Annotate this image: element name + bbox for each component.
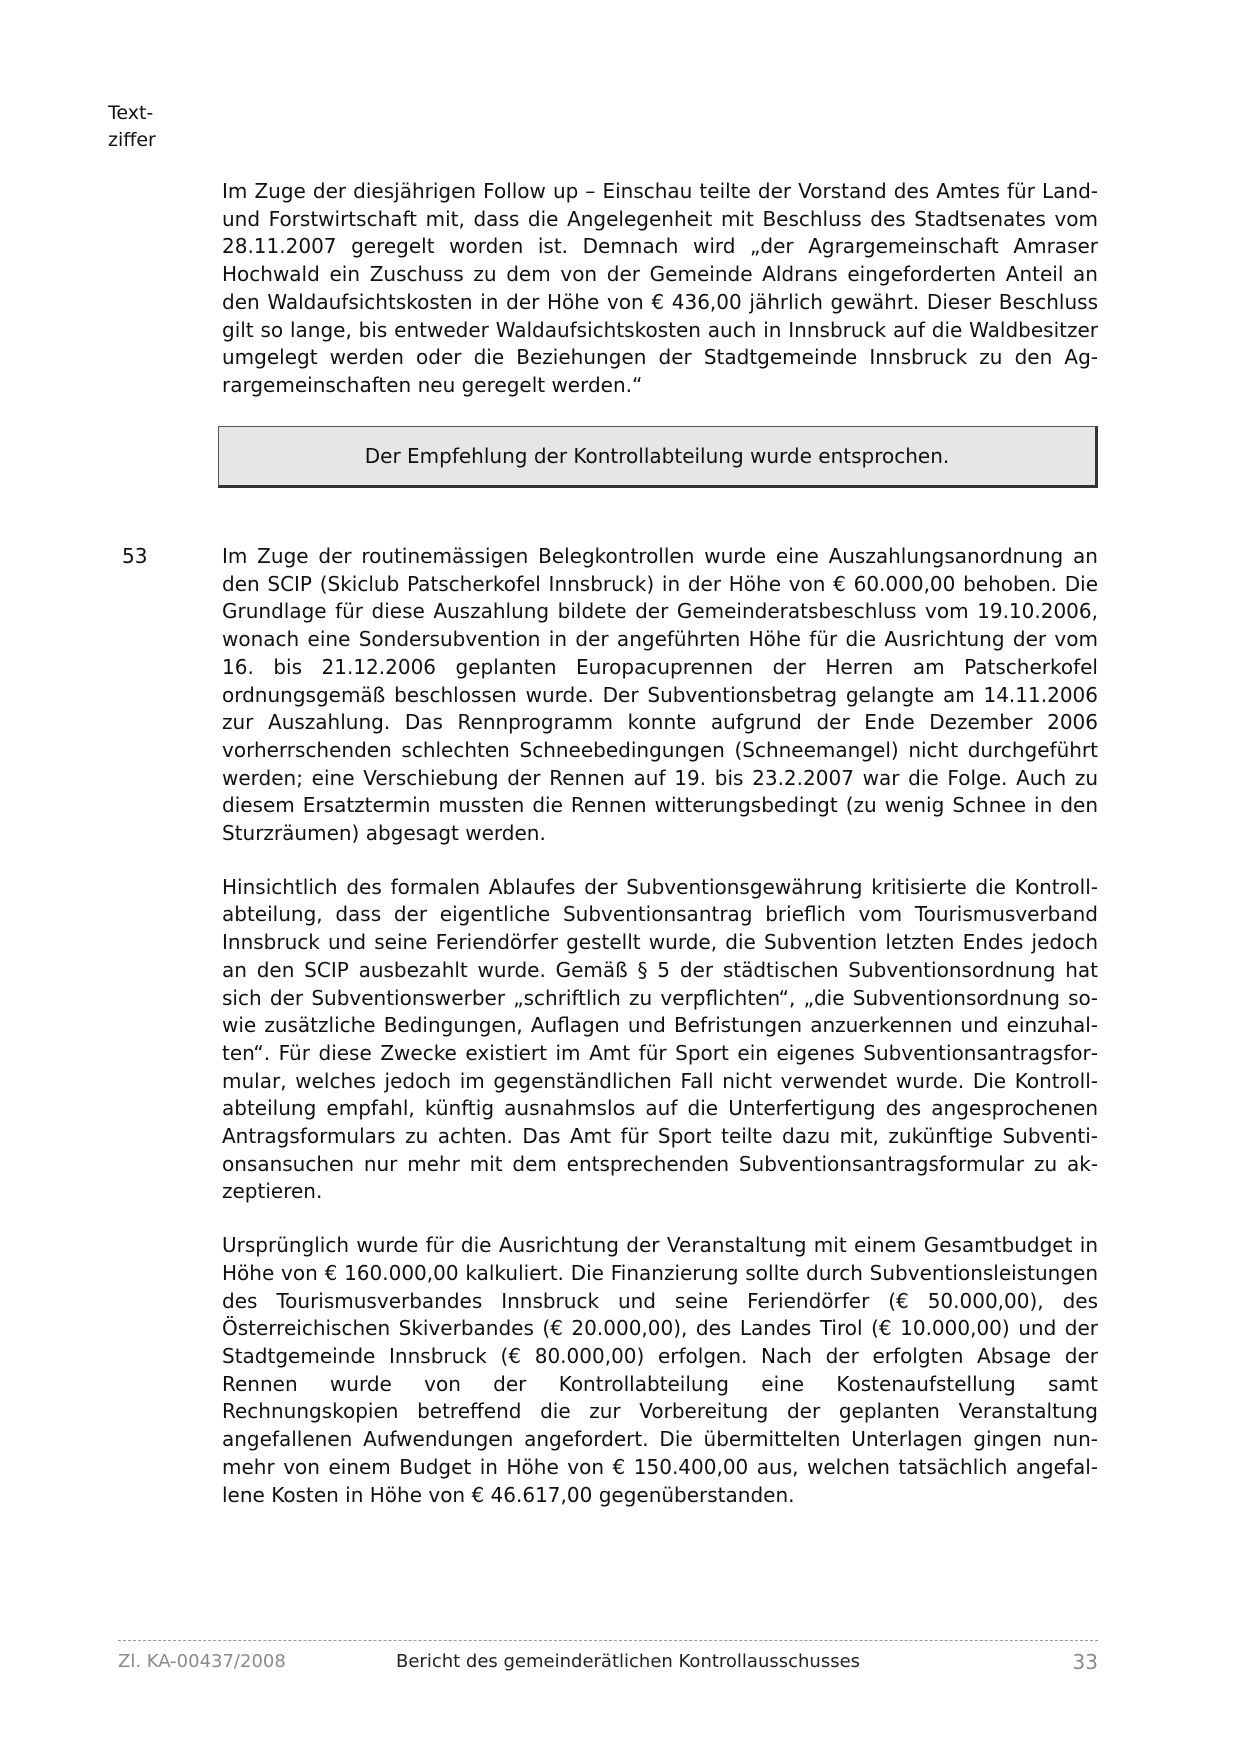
margin-label-line-1: Text- (108, 102, 154, 124)
intro-section (222, 178, 1098, 400)
footer-divider (118, 1640, 1098, 1641)
notice-box (218, 426, 1098, 488)
footer-reference: Zl. KA-00437/2008 (118, 1651, 286, 1672)
margin-label-line-2: ziffer (108, 129, 156, 151)
section-paragraph-3: Ursprünglich wurde für die Ausrichtung der Veranstaltung mit einem Gesamtbudget in Höhe von € 160.000,00 kalkuliert. Die Finanzierung sollte durch Subventionsleistungen des Tourismusverbandes Innsbruck und seine Feriendörfer (€ 50.000,00), des Österreichischen Skiverbandes (€ 20.000,00), des Landes Tirol (€ 10.000,00) und der Stadtgemeinde Innsbruck (€ 80.000,00) erfolgen. Nach der erfolgten Absage der Rennen wurde von der Kontrollabteilung eine Kostenaufstellung samt Rechnungskopien betreffend die zur Vorbereitung der geplanten Veranstaltung angefallenen Aufwendungen angefordert. Die übermittelten Unterlagen gingen nunmehr von einem Budget in Höhe von € 150.400,00 aus, welchen tatsächlich angefallene Kosten in Höhe von € 46.617,00 gegenüberstanden. (222, 1233, 1098, 1507)
section-53-body (222, 543, 1098, 1509)
section-paragraph-2: Hinsichtlich des formalen Ablaufes der Subventionsgewährung kritisierte die Kontrollabteilung, dass der eigentliche Subventionsantrag brieflich vom Tourismusverband Innsbruck und seine Feriendörfer gestellt wurde, die Subvention letzten Endes jedoch an den SCIP ausbezahlt wurde. Gemäß § 5 der städtischen Subventionsordnung hat sich der Subventionswerber „schriftlich zu verpflichten“, „die Subventionsordnung sowie zusätzliche Bedingungen, Auflagen und Befristungen anzuerkennen und einzuhalten“. Für diese Zwecke existiert im Amt für Sport ein eigenes Subventionsantragsformular, welches jedoch im gegenständlichen Fall nicht verwendet wurde. Die Kontrollabteilung empfahl, künftig ausnahmslos auf die Unterfertigung des angesprochenen Antragsformulars zu achten. Das Amt für Sport teilte dazu mit, zukünftige Subventionsansuchen nur mehr mit dem entsprechenden Subventionsantragsformular zu akzeptieren. (222, 874, 1098, 1204)
intro-paragraph: Im Zuge der diesjährigen Follow up – Einschau teilte der Vorstand des Amtes für Land- und Forstwirtschaft mit, dass die Angelegenheit mit Beschluss des Stadtsenates vom 28.11.2007 geregelt worden ist. Demnach wird „der Agrargemeinschaft Amraser Hochwald ein Zuschuss zu dem von der Gemeinde Aldrans eingeforderten Anteil an den Waldaufsichtskosten in der Höhe von € 436,00 jährlich gewährt. Dieser Beschluss gilt so lange, bis entweder Waldaufsichtskosten auch in Innsbruck auf die Waldbesitzer umgelegt werden oder die Beziehungen der Stadtgemeinde Innsbruck zu den Agrargemeinschaften neu geregelt werden.“ (222, 179, 1098, 397)
section-number: 53 (122, 544, 148, 568)
page-number: 33 (1072, 1650, 1098, 1674)
section-paragraph-1: Im Zuge der routinemässigen Belegkontrollen wurde eine Auszahlungsanordnung an den SCIP (Skiclub Patscherkofel Innsbruck) in der Höhe von € 60.000,00 behoben. Die Grundlage für diese Auszahlung bildete der Gemeinderatsbeschluss vom 19.10.2006, wonach eine Sondersubvention in der angeführten Höhe für die Ausrichtung der vom 16. bis 21.12.2006 geplanten Europacuprennen der Herren am Patscherkofel ordnungsgemäß beschlossen wurde. Der Subventionsbetrag gelangte am 14.11.2006 zur Auszahlung. Das Rennprogramm konnte aufgrund der Ende Dezember 2006 vorherrschenden schlechten Schneebedingungen (Schneemangel) nicht durchgeführt werden; eine Verschiebung der Rennen auf 19. bis 23.2.2007 war die Folge. Auch zu diesem Ersatztermin mussten die Rennen witterungsbedingt (zu wenig Schnee in den Sturzräumen) abgesagt werden. (222, 544, 1098, 846)
footer-title: Bericht des gemeinderätlichen Kontrollausschusses (396, 1651, 861, 1672)
margin-label-textziffer (108, 100, 198, 154)
notice-text: Der Empfehlung der Kontrollabteilung wurde entsprochen. (364, 444, 950, 468)
